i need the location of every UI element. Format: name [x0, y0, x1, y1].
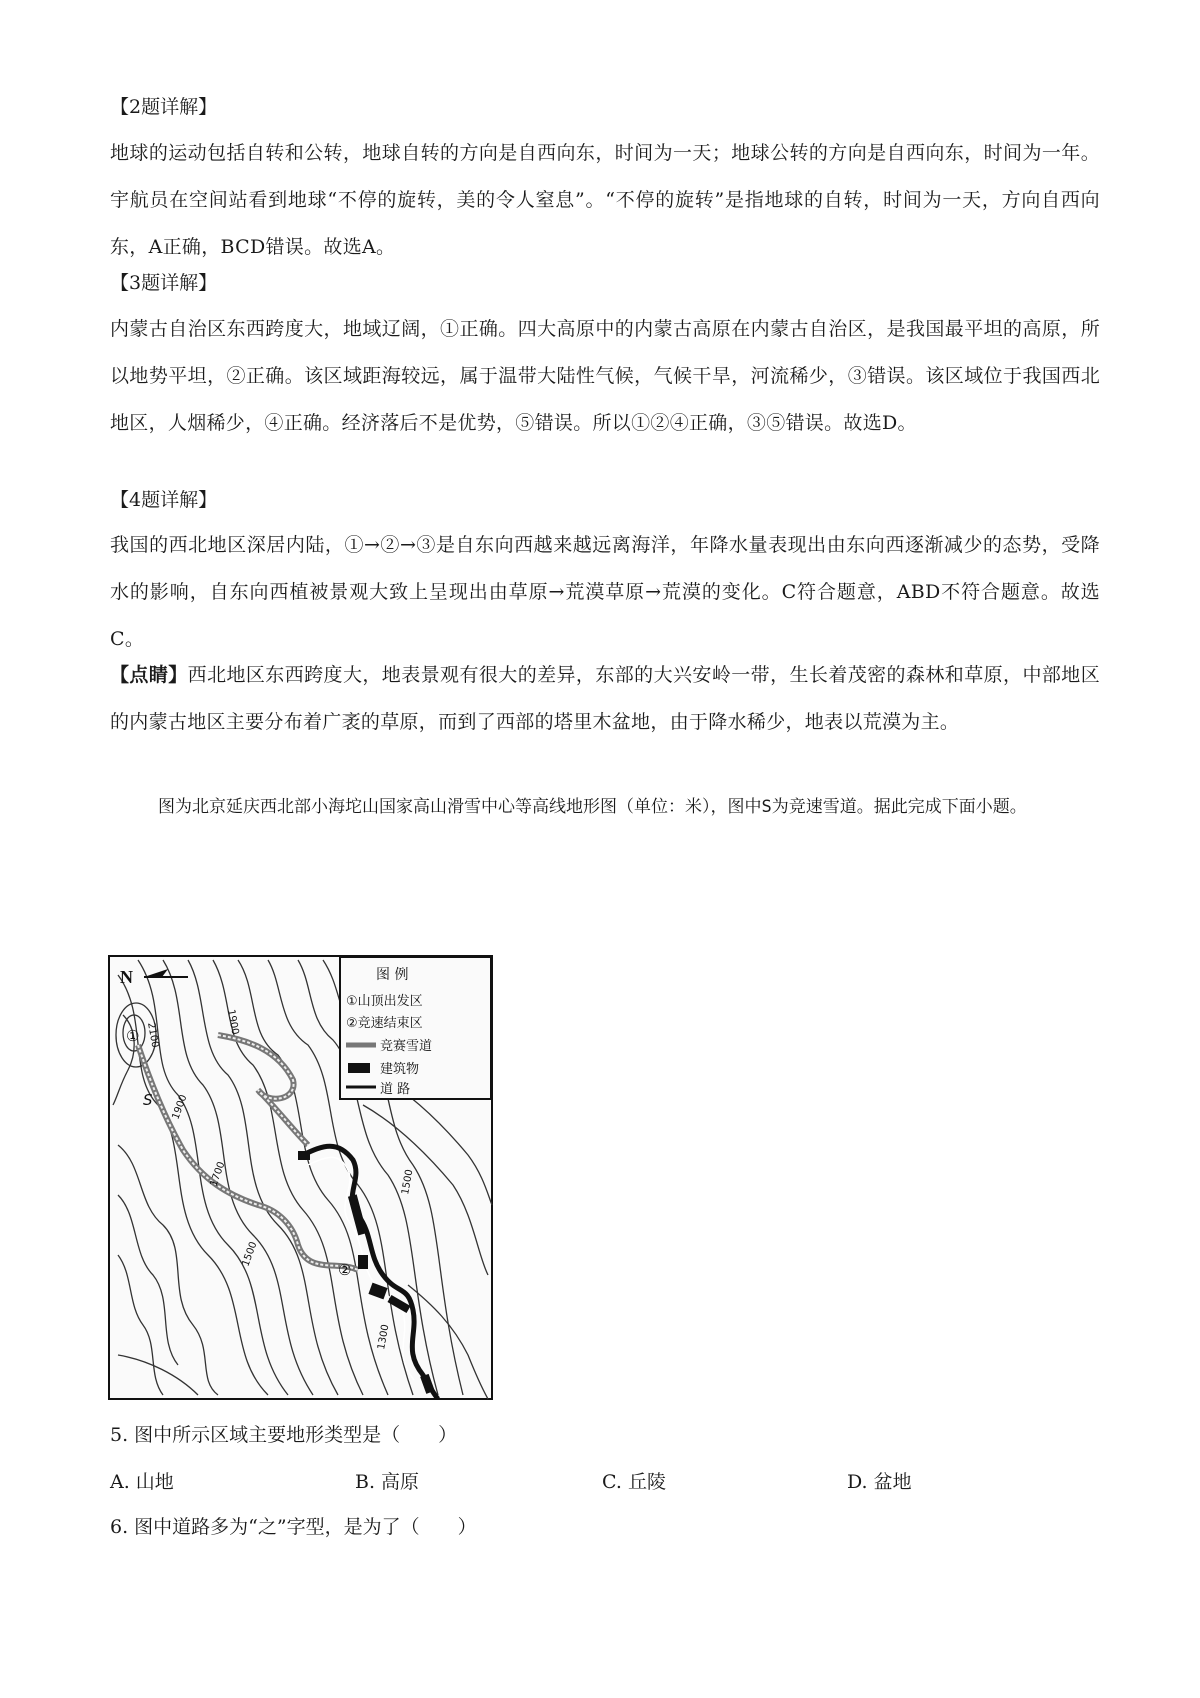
- contour-label: 1500: [400, 1168, 416, 1196]
- tip-paragraph: [110, 652, 1100, 746]
- question-5-option-d: D. 盆地: [847, 1471, 912, 1493]
- contour-label: 2100: [145, 1021, 161, 1049]
- legend-title: 图 例: [376, 967, 409, 983]
- marker-start: ①: [126, 1027, 140, 1045]
- section-paragraph-2: 地球的运动包括自转和公转，地球自转的方向是自西向东，时间为一天；地球公转的方向是自西向东，时间为一年。宇航员在空间站看到地球“不停的旋转，美的令人窒息”。“不停的旋转”是指地球的自转，时间为一天，方向自西向东，A正确，BCD错误。故选A。: [110, 142, 1100, 258]
- contour-label: 1300: [376, 1323, 392, 1351]
- legend-road: 道 路: [380, 1082, 411, 1097]
- contour-label: 1900: [225, 1008, 241, 1036]
- question-6-stem: 6. 图中道路多为“之”字型，是为了（ ）: [110, 1516, 477, 1538]
- marker-end: ②: [338, 1261, 352, 1279]
- section-heading-2: 【2题详解】: [110, 96, 218, 118]
- contour-label: 1500: [240, 1240, 260, 1269]
- section-heading-3: 【3题详解】: [110, 272, 218, 294]
- legend-building-swatch: [348, 1063, 370, 1073]
- marker-slope: S: [143, 1091, 153, 1109]
- map-legend: [340, 957, 491, 1099]
- question-5-option-b: B. 高原: [355, 1471, 420, 1493]
- legend-finish-area: ②竞速结束区: [346, 1016, 423, 1031]
- section-heading-4: 【4题详解】: [110, 489, 218, 511]
- question-5-option-a: A. 山地: [110, 1471, 174, 1493]
- contour-map-figure: [108, 955, 493, 1400]
- tip-label: 【点睛】: [110, 664, 188, 686]
- section-paragraph-3: 内蒙古自治区东西跨度大，地域辽阔，①正确。四大高原中的内蒙古高原在内蒙古自治区，是我国最平坦的高原，所以地势平坦，②正确。该区域距海较远，属于温带大陆性气候，气候干旱，河流稀少，③错误。该区域位于我国西北地区，人烟稀少，④正确。经济落后不是优势，⑤错误。所以①②④正确，③⑤错误。故选D。: [110, 318, 1100, 434]
- legend-buildings: 建筑物: [380, 1062, 420, 1077]
- section-paragraph-4: 我国的西北地区深居内陆，①→②→③是自东向西越来越远离海洋，年降水量表现出由东向西逐渐减少的态势，受降水的影响，自东向西植被景观大致上呈现出由草原→荒漠草原→荒漠的变化。C符合题意，ABD不符合题意。故选C。: [110, 534, 1100, 650]
- north-label: N: [120, 967, 133, 987]
- tip-text: 西北地区东西跨度大，地表景观有很大的差异，东部的大兴安岭一带，生长着茂密的森林和草原，中部地区的内蒙古地区主要分布着广袤的草原，而到了西部的塔里木盆地，由于降水稀少，地表以荒漠为主。: [110, 664, 1100, 733]
- question-5-option-c: C. 丘陵: [602, 1471, 666, 1493]
- map-intro: 图为北京延庆西北部小海坨山国家高山滑雪中心等高线地形图（单位：米），图中S为竞速雪道。据此完成下面小题。: [158, 797, 1027, 817]
- legend-race-slope: 竞赛雪道: [380, 1039, 433, 1054]
- contour-label: 1900: [170, 1093, 190, 1122]
- legend-start-area: ①山顶出发区: [346, 994, 423, 1009]
- contour-label: 1700: [208, 1160, 228, 1189]
- question-5-stem: 5. 图中所示区域主要地形类型是（ ）: [110, 1424, 458, 1446]
